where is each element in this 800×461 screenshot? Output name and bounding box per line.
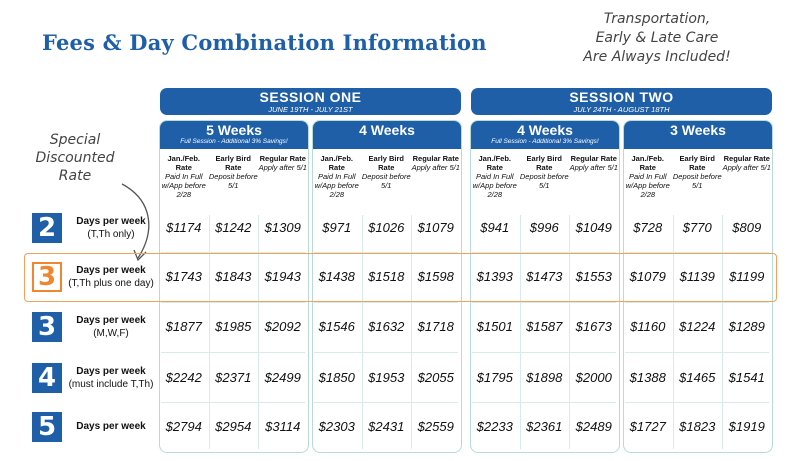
price-cell: $1985 (215, 319, 252, 334)
price-cell: $1388 (629, 370, 666, 385)
price-cell: $1823 (679, 419, 716, 434)
rate-type-title: Jan./Feb. Rate (320, 154, 353, 172)
rate-type-title: Regular Rate (259, 154, 306, 163)
session-dates: JULY 24TH - AUGUST 18TH (573, 105, 670, 114)
price-cell: $1224 (679, 319, 716, 334)
days-per-week-title: Days per week (76, 421, 146, 432)
rate-type-title: Jan./Feb. Rate (478, 154, 511, 172)
days-per-week-detail: (T,Th only) (87, 229, 135, 240)
price-cell: $1049 (575, 220, 612, 235)
rate-type-terms: Apply after 5/1 (411, 163, 460, 172)
session-name: SESSION ONE (259, 89, 362, 105)
week-group-name: 5 Weeks (206, 122, 262, 138)
session-name: SESSION TWO (569, 89, 674, 105)
price-cell: $971 (322, 220, 352, 235)
price-cell: $2559 (417, 419, 454, 434)
special-rate-note-line: Discounted (35, 150, 115, 166)
special-rate-highlight (24, 253, 777, 302)
price-cell: $2233 (476, 419, 513, 434)
price-cell: $996 (529, 220, 559, 235)
price-cell: $2499 (264, 370, 301, 385)
rate-type-title: Early Bird Rate (679, 154, 715, 172)
rate-type-terms: Deposit before 5/1 (519, 172, 569, 190)
price-cell: $1289 (728, 319, 765, 334)
days-number-badge: 3 (32, 312, 62, 342)
price-cell: $1587 (526, 319, 563, 334)
rate-type-terms: Deposit before 5/1 (361, 172, 411, 190)
price-cell: $3114 (265, 419, 301, 434)
price-cell: $2954 (215, 419, 252, 434)
price-cell: $1518 (368, 269, 405, 284)
price-cell: $1877 (165, 319, 202, 334)
price-cell: $1465 (679, 370, 716, 385)
price-cell: $2794 (165, 419, 202, 434)
price-cell: $1309 (264, 220, 301, 235)
week-group-subtitle: Full Session - Additional 3% Savings! (491, 138, 599, 145)
price-cell: $1438 (318, 269, 355, 284)
price-cell: $1718 (417, 319, 454, 334)
session-dates: JUNE 19TH - JULY 21ST (268, 105, 353, 114)
price-cell: $2000 (575, 370, 612, 385)
included-note-line: Are Always Included! (583, 49, 731, 65)
price-cell: $941 (480, 220, 510, 235)
price-cell: $1898 (526, 370, 563, 385)
price-cell: $1139 (679, 269, 715, 284)
page-title: Fees & Day Combination Information (42, 30, 487, 55)
price-cell: $1598 (417, 269, 454, 284)
price-cell: $1546 (318, 319, 355, 334)
rate-type-terms: Paid In Full w/App before 2/28 (314, 172, 359, 199)
price-cell: $770 (682, 220, 712, 235)
price-cell: $2371 (215, 370, 252, 385)
price-cell: $1553 (575, 269, 612, 284)
price-cell: $1079 (417, 220, 454, 235)
price-cell: $1673 (575, 319, 612, 334)
rate-type-title: Jan./Feb. Rate (631, 154, 664, 172)
special-rate-note-line: Rate (58, 168, 92, 184)
rate-type-title: Early Bird Rate (526, 154, 562, 172)
price-cell: $2092 (264, 319, 301, 334)
week-group-name: 4 Weeks (359, 122, 415, 138)
included-note-line: Early & Late Care (595, 30, 719, 46)
price-cell: $1026 (368, 220, 405, 235)
rate-type-terms: Deposit before 5/1 (208, 172, 258, 190)
days-per-week-title: Days per week (76, 366, 146, 377)
rate-type-terms: Apply after 5/1 (569, 163, 618, 172)
price-cell: $1632 (368, 319, 405, 334)
price-cell: $1541 (728, 370, 765, 385)
rate-type-title: Regular Rate (412, 154, 459, 163)
price-cell: $1473 (526, 269, 563, 284)
days-number-badge: 4 (32, 363, 62, 393)
rate-type-terms: Apply after 5/1 (722, 163, 771, 172)
price-cell: $1943 (264, 269, 301, 284)
included-note-line: Transportation, (603, 11, 711, 27)
rate-type-terms: Paid In Full w/App before 2/28 (472, 172, 517, 199)
price-cell: $2242 (165, 370, 202, 385)
rate-type-title: Early Bird Rate (368, 154, 404, 172)
week-group-name: 3 Weeks (670, 122, 726, 138)
price-cell: $2489 (575, 419, 612, 434)
price-cell: $1953 (368, 370, 405, 385)
days-number-badge: 2 (32, 213, 62, 243)
price-cell: $2431 (368, 419, 405, 434)
week-group-subtitle: Full Session - Additional 3% Savings! (180, 138, 288, 145)
days-per-week-detail: (M,W,F) (93, 328, 129, 339)
days-per-week-title: Days per week (76, 315, 146, 326)
rate-type-terms: Apply after 5/1 (258, 163, 307, 172)
price-cell: $1501 (476, 319, 513, 334)
price-cell: $1843 (215, 269, 252, 284)
special-rate-note-line: Special (49, 132, 101, 148)
days-number-badge: 3 (32, 262, 62, 292)
price-cell: $1919 (728, 419, 765, 434)
rate-type-terms: Paid In Full w/App before 2/28 (625, 172, 670, 199)
price-cell: $1199 (729, 269, 765, 284)
rate-type-terms: Paid In Full w/App before 2/28 (161, 172, 206, 199)
price-cell: $1079 (629, 269, 666, 284)
price-cell: $2361 (526, 419, 563, 434)
days-per-week-detail: (T,Th plus one day) (68, 278, 154, 289)
week-group-name: 4 Weeks (517, 122, 573, 138)
price-cell: $2055 (417, 370, 454, 385)
price-cell: $1393 (476, 269, 513, 284)
price-cell: $1795 (476, 370, 513, 385)
days-per-week-title: Days per week (76, 265, 146, 276)
days-number-badge: 5 (32, 412, 62, 442)
price-cell: $1743 (165, 269, 202, 284)
days-per-week-title: Days per week (76, 216, 146, 227)
rate-type-terms: Deposit before 5/1 (672, 172, 722, 190)
rate-type-title: Regular Rate (570, 154, 617, 163)
days-per-week-detail: (must include T,Th) (68, 379, 154, 390)
price-cell: $809 (732, 220, 762, 235)
rate-type-title: Jan./Feb. Rate (167, 154, 200, 172)
rate-type-title: Early Bird Rate (215, 154, 251, 172)
price-cell: $1727 (629, 419, 666, 434)
price-cell: $1242 (215, 220, 252, 235)
rate-type-title: Regular Rate (723, 154, 770, 163)
price-cell: $1174 (166, 220, 202, 235)
price-cell: $1160 (630, 319, 666, 334)
price-cell: $1850 (318, 370, 355, 385)
price-cell: $2303 (318, 419, 355, 434)
price-cell: $728 (633, 220, 663, 235)
